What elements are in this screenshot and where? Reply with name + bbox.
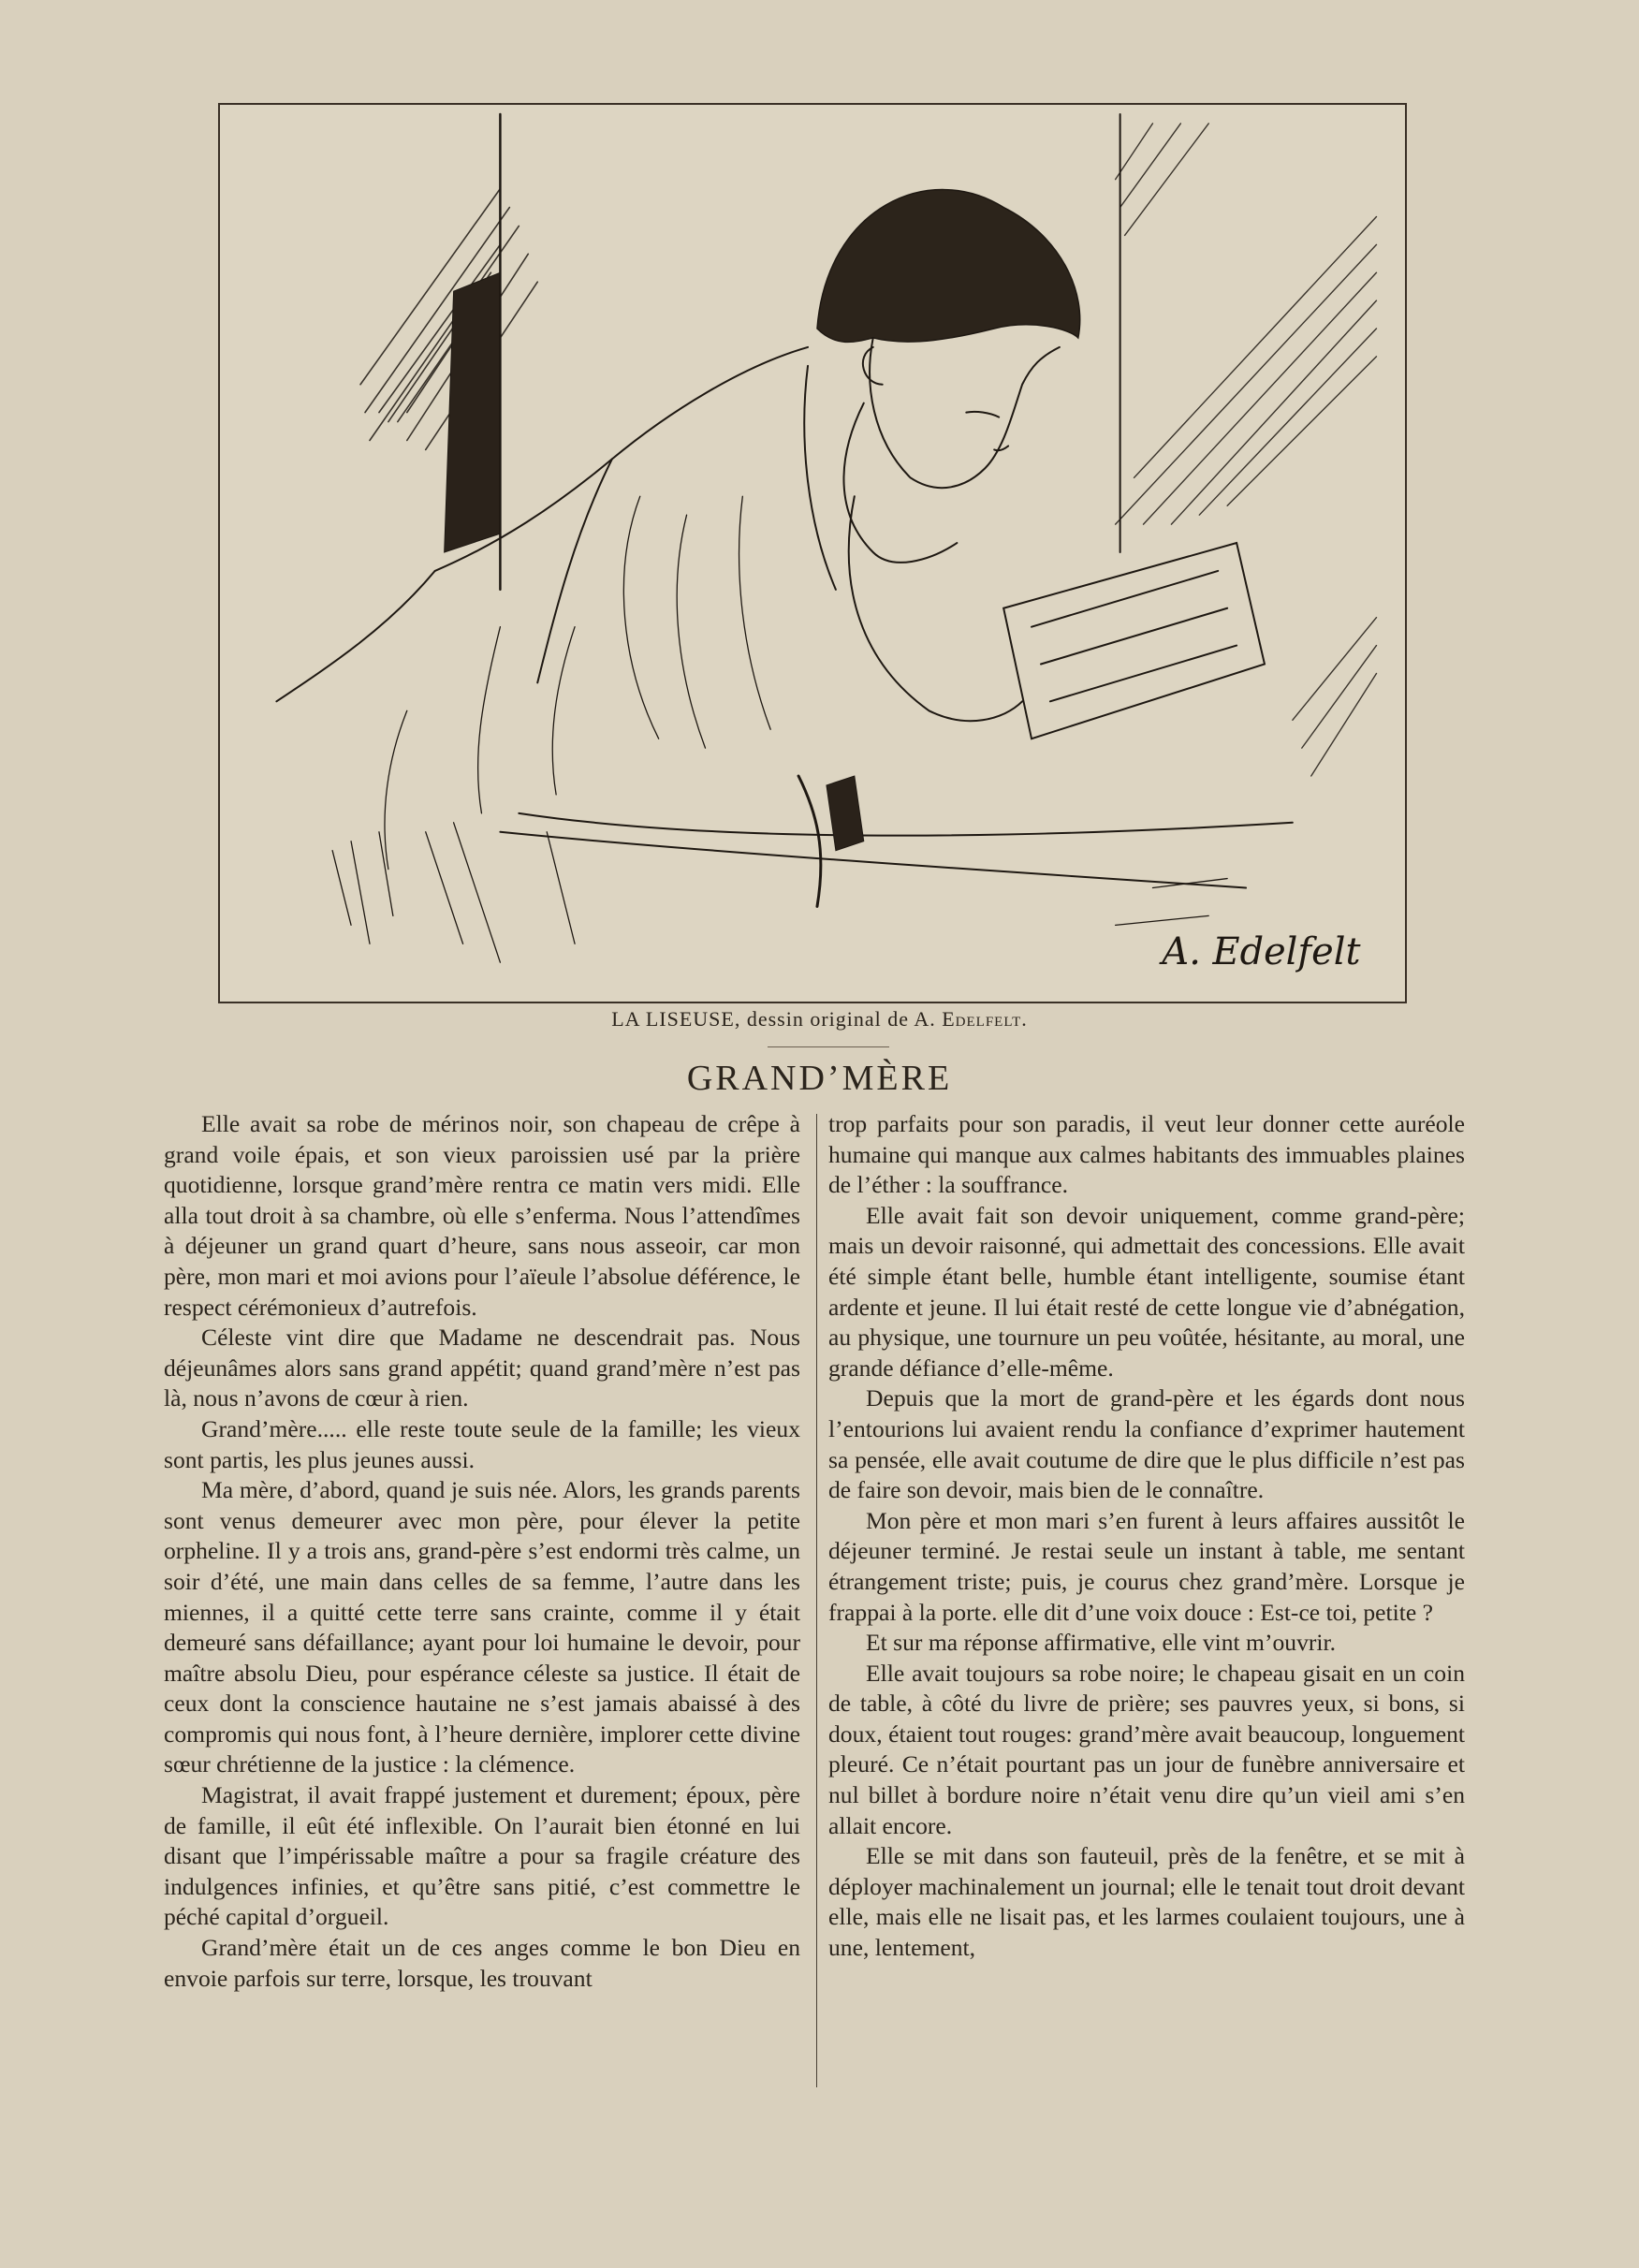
column-divider <box>816 1114 817 2087</box>
caption-divider <box>768 1046 889 1047</box>
sketch-woman-reading <box>220 105 1405 1002</box>
left-paragraph-4: Ma mère, d’abord, quand je suis née. Alors, les grands parents sont venus demeurer avec mon père, pour élever la petite orpheline. Il y a trois ans, grand-père s’est endormi très calme, un soir d’été, une main dans celles de sa femme, l’autre dans les miennes, il a quitté cette terre sans crainte, comme il y était demeuré sans défaillance; ayant pour loi humaine le devoir, pour maître absolu Dieu, pour espérance céleste sa justice. Il était de ceux dont la conscience hautaine ne s’est jamais abaissé à des compromis qui nous font, à l’heure dernière, implorer cette divine sœur chrétienne de la justice : la clémence. <box>164 1476 800 1778</box>
right-column <box>828 1109 1465 2092</box>
article-title: GRAND’MÈRE <box>686 1059 953 1098</box>
left-paragraph-5: Magistrat, il avait frappé justement et durement; époux, père de famille, il eût été inflexible. On l’aurait bien étonné en lui disant que l’impérissable maître a pour sa fragile créature des indulgences infinies, et qu’être sans pitié, c’est commettre le péché capital d’orgueil. <box>164 1781 800 1931</box>
right-paragraph-1: Elle avait fait son devoir uniquement, comme grand-père; mais un devoir raisonné, qui admettait des concessions. Elle avait été simple étant belle, humble étant intelligente, soumise étant ardente et jeune. Il lui était resté de cette longue vie d’abnégation, au physique, une tournure un peu voûtée, hésitante, au moral, une grande défiance d’elle-même. <box>828 1201 1465 1382</box>
left-paragraph-6: Grand’mère était un de ces anges comme le bon Dieu en envoie parfois sur terre, lorsque, les trouvant <box>164 1934 800 1992</box>
la-liseuse-drawing <box>218 103 1407 1003</box>
artist-signature: A. Edelfelt <box>1162 930 1361 974</box>
left-paragraph-1: Elle avait sa robe de mérinos noir, son chapeau de crêpe à grand voile épais, et son vieux paroissien usé par la prière quotidienne, lorsque grand’mère rentra ce matin vers midi. Elle alla tout droit à sa chambre, où elle s’enferma. Nous l’attendîmes à déjeuner un grand quart d’heure, sans nous asseoir, car mon père, mon mari et moi avions pour l’aïeule l’absolue déférence, le respect cérémonieux d’autrefois. <box>164 1110 800 1321</box>
right-paragraph-4: Et sur ma réponse affirmative, elle vint m’ouvrir. <box>866 1629 1337 1657</box>
caption-artist: Edelfelt <box>942 1007 1022 1031</box>
right-paragraph-5: Elle avait toujours sa robe noire; le chapeau gisait en un coin de table, à côté du livre de prière; ses pauvres yeux, si bons, si doux, étaient tout rouges: grand’mère avait beaucoup, longuement pleuré. Ce n’était pourtant pas un jour de funèbre anniversaire et nul billet à bordure noire n’était venu dire qu’un vieil ami s’en allait encore. <box>828 1659 1465 1839</box>
right-continuation: trop parfaits pour son paradis, il veut leur donner cette auréole humaine qui manque aux calmes habitants des immuables plaines de l’éther : la souffrance. <box>828 1110 1465 1199</box>
illustration-caption: LA LISEUSE, dessin original de A. Edelfelt. <box>611 1007 1028 1031</box>
left-paragraph-3: Grand’mère..... elle reste toute seule de la famille; les vieux sont partis, les plus jeunes aussi. <box>164 1414 800 1473</box>
left-paragraph-2: Céleste vint dire que Madame ne descendrait pas. Nous déjeunâmes alors sans grand appétit; quand grand’mère n’est pas là, nous n’avons de cœur à rien. <box>164 1324 800 1412</box>
right-paragraph-2: Depuis que la mort de grand-père et les égards dont nous l’entourions lui avaient rendu la confiance d’exprimer hautement sa pensée, elle avait coutume de dire que le plus difficile n’est pas de faire son devoir, mais bien de le connaître. <box>828 1384 1465 1504</box>
caption-title: LA LISEUSE, <box>611 1007 741 1031</box>
caption-text: dessin original de A. <box>746 1007 936 1031</box>
right-paragraph-3: Mon père et mon mari s’en furent à leurs affaires aussitôt le déjeuner terminé. Je restai seule un instant à table, me sentant étrangement triste; puis, je courus chez grand’mère. Lorsque je frappai à la porte. elle dit d’une voix douce : Est-ce toi, petite ? <box>828 1506 1465 1626</box>
right-paragraph-6: Elle se mit dans son fauteuil, près de la fenêtre, et se mit à déployer machinalement un journal; elle le tenait tout droit devant elle, mais elle ne lisait pas, et les larmes coulaient toujours, une à une, lentement, <box>828 1842 1465 1962</box>
left-column <box>164 1109 800 2092</box>
